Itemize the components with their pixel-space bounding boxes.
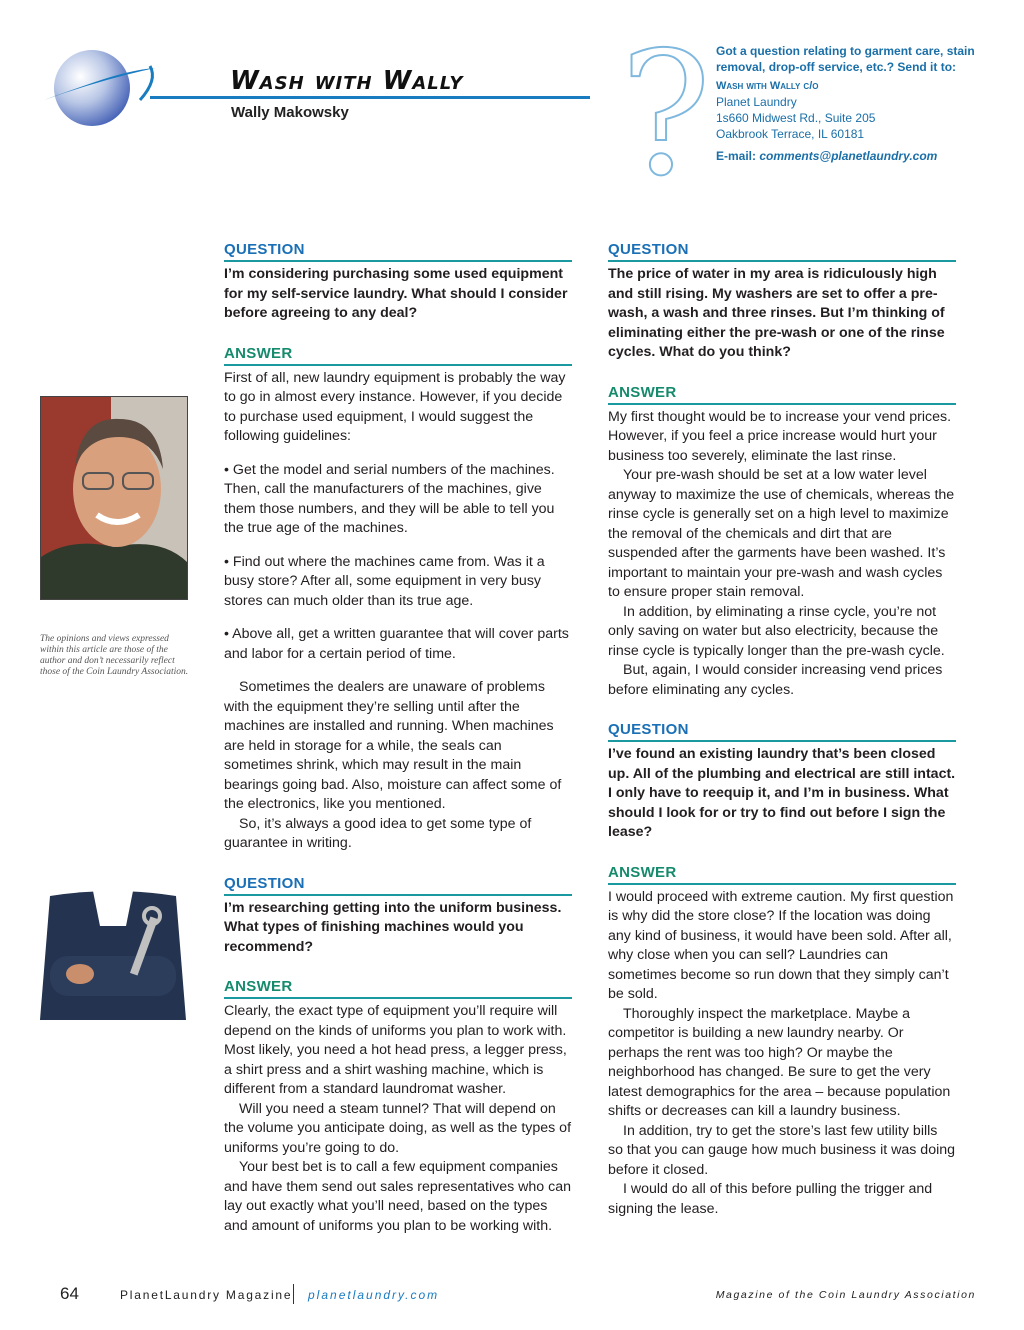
answer-paragraph: But, again, I would consider increasing vend prices before eliminating any cycles. [608, 662, 943, 698]
question-text: I’m considering purchasing some used equipment for my self-service laundry. What should I consider before agreeing to any deal? [224, 266, 568, 321]
answer-paragraph: Your pre-wash should be set at a low water level anyway to maximize the use of chemicals, whereas the rinse cycle is generally set on a high level to maximize the removal of the chemicals and dirt that are suspended after the garments have been washed. It’s important to maintain your pre-wash and wash cycles to ensure proper stain removal. [608, 467, 955, 600]
author-name: Wally Makowsky [231, 104, 349, 121]
worker-photo [40, 886, 186, 1020]
answer-paragraph: My first thought would be to increase your vend prices. However, if you feel a price increase would hurt your business too severely, eliminate the last rinse. [608, 408, 952, 464]
page-footer [60, 1284, 990, 1308]
contact-line3: Oakbrook Terrace, IL 60181 [716, 127, 865, 141]
answer-paragraph: I would proceed with extreme caution. My first question is why did the store close? If the location was doing any kind of business, it would have been sold. After all, why close when you can sell? Laundries can sometimes become so run down that they simply can’t be sold. [608, 888, 954, 1002]
question-text: I’ve found an existing laundry that’s been closed up. All of the plumbing and electrical are still intact. I only have to reequip it, and I’m in business. What should I look for or try to find out before I sign the lease? [608, 746, 956, 840]
email-link[interactable]: comments@planetlaundry.com [759, 149, 938, 163]
magazine-name: PlanetLaundry Magazine [120, 1288, 293, 1302]
column-title: Wash with Wally [230, 66, 464, 96]
title-rule [150, 96, 590, 99]
contact-email-row [716, 148, 1006, 164]
question-mark-icon: ? [620, 16, 712, 214]
contact-box [716, 43, 1006, 164]
answer-paragraph: Sometimes the dealers are unaware of problems with the equipment they’re selling until after the machines are installed and running. When machines are held in storage for a while, the seals can sometimes shrink, which may result in the main bearings going bad. Also, moisture can affect some of the electronics, like you mentioned. [224, 679, 562, 812]
bullet-item: • Above all, get a written guarantee that will cover parts and labor for a certain period of time. [224, 626, 569, 662]
bullet-item: • Find out where the machines came from. Was it a busy store? After all, some equipment in very busy stores can much older than its true age. [224, 553, 545, 609]
opinion-caption: The opinions and views expressed within this article are those of the author and don’t necessarily reflect those of the Coin Laundry Association. [40, 634, 189, 677]
question-heading: QUESTION [608, 240, 956, 262]
answer-heading: ANSWER [224, 977, 572, 999]
question-text: The price of water in my area is ridiculously high and still rising. My washers are set to offer a pre-wash, a wash and three rinses. But I’m thinking of eliminating either the pre-wash or one of the rinse cycles. What do you think? [608, 266, 945, 360]
globe-logo-icon [40, 40, 160, 130]
page-number: 64 [60, 1284, 79, 1303]
column-right [608, 240, 956, 1219]
answer-paragraph: Clearly, the exact type of equipment you’ll require will depend on the kinds of uniforms you plan to work with. Most likely, you need a hot head press, a legger press, a shirt press and a shirt washing machine, which is different from a standard laundromat washer. [224, 1003, 567, 1097]
contact-line2: 1s660 Midwest Rd., Suite 205 [716, 111, 876, 125]
question-heading: QUESTION [224, 874, 572, 896]
email-label: E-mail: [716, 149, 757, 163]
answer-paragraph: Your best bet is to call a few equipment companies and have them send out sales representatives who can lay out exactly what you’ll need, based on the types and amount of uniforms you plan to be working with. [224, 1159, 572, 1234]
answer-paragraph: First of all, new laundry equipment is probably the way to go in almost every instance. However, if you decide to purchase used equipment, I would suggest the following guidelines: [224, 369, 566, 444]
contact-line1: Planet Laundry [716, 95, 797, 109]
question-heading: QUESTION [224, 240, 572, 262]
answer-paragraph: So, it’s always a good idea to get some type of guarantee in writing. [224, 815, 532, 851]
answer-paragraph: In addition, by eliminating a rinse cycle, you’re not only saving on water but also electricity, because the rinse cycle is typically longer than the pre-wash cycle. [608, 603, 945, 659]
answer-heading: ANSWER [608, 383, 956, 405]
answer-paragraph: I would do all of this before pulling the trigger and signing the lease. [608, 1181, 933, 1217]
footer-divider [293, 1284, 294, 1304]
contact-name: Wash with Wally c/o [716, 80, 819, 92]
column-left [224, 240, 572, 1236]
answer-heading: ANSWER [608, 863, 956, 885]
contact-heading: Got a question relating to garment care, stain removal, drop-off service, etc.? Send it to: [716, 44, 975, 74]
answer-paragraph: Will you need a steam tunnel? That will depend on the volume you anticipate doing, as well as the types of uniforms you’re going to do. [224, 1100, 572, 1156]
question-text: I’m researching getting into the uniform business. What types of finishing machines would you recommend? [224, 899, 562, 955]
answer-paragraph: In addition, try to get the store’s last few utility bills so that you can gauge how much business it was doing before it closed. [608, 1122, 956, 1178]
answer-heading: ANSWER [224, 344, 572, 366]
association-tagline: Magazine of the Coin Laundry Association [715, 1289, 976, 1301]
question-heading: QUESTION [608, 720, 956, 742]
answer-paragraph: Thoroughly inspect the marketplace. Maybe a competitor is building a new laundry nearby. Or perhaps the rent was too high? Or maybe the neighborhood has changed. Be sure to get the very latest demographics for the area – because population shifts or decreases can kill a laundry business. [608, 1005, 951, 1119]
bullet-item: • Get the model and serial numbers of the machines. Then, call the manufacturers of the machines, give them those numbers, and they will be able to tell you the true age of the machines. [224, 461, 555, 536]
site-link[interactable]: planetlaundry.com [308, 1288, 440, 1302]
author-photo [40, 396, 188, 600]
